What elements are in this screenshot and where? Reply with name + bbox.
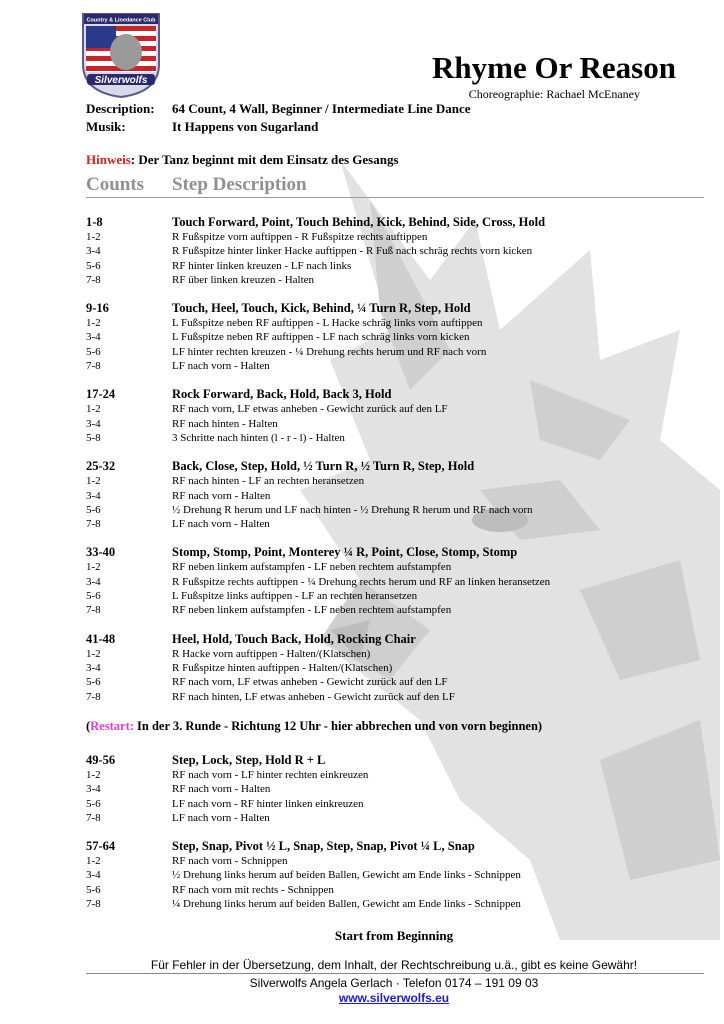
step-count: 3-4 (86, 417, 101, 430)
section-counts: 9-16 (86, 301, 109, 316)
step-count: 3-4 (86, 489, 101, 502)
step-text: RF neben linkem aufstampfen - LF neben rechtem aufstampfen (172, 561, 452, 574)
step-text: RF nach vorn, LF etwas anheben - Gewicht zurück auf den LF (172, 676, 448, 689)
header-divider (86, 197, 704, 198)
section-title (86, 839, 706, 854)
step-count: 3-4 (86, 331, 101, 344)
header-steps: Step Description (172, 174, 307, 195)
music-label: Musik: (86, 119, 126, 134)
step-row (86, 811, 706, 825)
step-count: 1-2 (86, 647, 101, 660)
section-title-text: Heel, Hold, Touch Back, Hold, Rocking Chair (172, 631, 416, 646)
step-count: 1-2 (86, 231, 101, 243)
step-text: 3 Schritte nach hinten (l - r - l) - Halten (172, 431, 345, 444)
step-count: 5-6 (86, 503, 101, 516)
step-text: L Fußspitze links auftippen - LF an rechten heransetzen (172, 590, 418, 603)
section-title-text: Step, Snap, Pivot ½ L, Snap, Step, Snap, Pivot ¼ L, Snap (172, 839, 475, 854)
section-title (86, 301, 706, 316)
step-count: 1-2 (86, 561, 101, 574)
section (86, 387, 706, 445)
step-row (86, 560, 706, 574)
restart-note (86, 719, 542, 734)
footer-contact: Silverwolfs Angela Gerlach · Telefon 0174 – 191 09 03 (249, 976, 539, 990)
step-row (86, 897, 706, 911)
restart-label: Restart: (90, 719, 134, 733)
step-count: 7-8 (86, 811, 101, 824)
step-text: L Fußspitze neben RF auftippen - L Hacke schräg links vorn auftippen (172, 317, 483, 330)
step-row (86, 883, 706, 897)
footer-divider (86, 973, 704, 974)
step-text: RF neben linkem aufstampfen - LF neben rechtem aufstampfen (172, 604, 452, 617)
step-text: RF nach hinten, LF etwas anheben - Gewicht zurück auf den LF (172, 690, 455, 703)
section-title (86, 632, 706, 647)
step-count: 1-2 (86, 403, 101, 416)
step-text: RF nach vorn - LF hinter rechten einkreuzen (172, 769, 369, 781)
description-value: 64 Count, 4 Wall, Beginner / Intermediate Line Dance (172, 101, 471, 116)
restart-text: In der 3. Runde - Richtung 12 Uhr - hier abbrechen und von vorn beginnen) (133, 719, 543, 733)
step-row (86, 417, 706, 431)
step-row (86, 345, 706, 359)
step-text: ½ Drehung R herum und LF nach hinten - ½ Drehung R herum und RF nach vorn (172, 503, 533, 516)
step-row (86, 359, 706, 373)
step-text: RF über linken kreuzen - Halten (172, 273, 315, 286)
step-count: 5-6 (86, 345, 101, 358)
step-row (86, 603, 706, 617)
section (86, 753, 706, 825)
section-title-text: Rock Forward, Back, Hold, Back 3, Hold (172, 387, 392, 402)
step-row (86, 402, 706, 416)
section (86, 839, 706, 911)
step-count: 3-4 (86, 783, 101, 796)
section (86, 215, 706, 287)
step-count: 5-6 (86, 797, 101, 810)
section (86, 301, 706, 373)
step-sections-2 (86, 753, 706, 925)
step-row (86, 868, 706, 882)
step-count: 1-2 (86, 769, 101, 781)
step-text: RF nach vorn, LF etwas anheben - Gewicht zurück auf den LF (172, 403, 448, 416)
step-text: R Fußspitze vorn auftippen - R Fußspitze rechts auftippen (172, 231, 428, 243)
section-counts: 41-48 (86, 631, 116, 646)
step-count: 5-6 (86, 259, 101, 272)
section-title-text: Stomp, Stomp, Point, Monterey ¼ R, Point, Close, Stomp, Stomp (172, 545, 518, 560)
restart-open: ( (86, 719, 91, 733)
section-title (86, 215, 706, 230)
step-row (86, 782, 706, 796)
step-row (86, 517, 706, 531)
step-row (86, 330, 706, 344)
step-row (86, 244, 706, 258)
step-text: ¼ Drehung links herum auf beiden Ballen, Gewicht am Ende links - Schnippen (172, 898, 521, 911)
step-text: R Fußspitze rechts auftippen - ¼ Drehung rechts herum und RF an linken heransetzen (172, 575, 551, 588)
section (86, 632, 706, 704)
section-counts: 1-8 (86, 215, 103, 229)
step-text: LF nach vorn - Halten (172, 811, 270, 824)
step-count: 7-8 (86, 273, 101, 286)
step-row (86, 675, 706, 689)
hint-label: Hinweis (86, 152, 131, 167)
step-row (86, 690, 706, 704)
website-link[interactable]: www.silverwolfs.eu (338, 991, 450, 1005)
step-row (86, 854, 706, 868)
step-row (86, 768, 706, 782)
section-title (86, 545, 706, 560)
step-text: R Hacke vorn auftippen - Halten/(Klatschen) (172, 647, 371, 660)
section-counts: 49-56 (86, 753, 116, 767)
step-row (86, 431, 706, 445)
step-count: 7-8 (86, 898, 101, 911)
section (86, 459, 706, 531)
step-count: 5-8 (86, 431, 101, 444)
step-row (86, 316, 706, 330)
dance-title: Rhyme Or Reason (432, 50, 676, 85)
step-count: 3-4 (86, 245, 101, 258)
description-label: Description: (86, 101, 155, 116)
step-text: RF nach vorn mit rechts - Schnippen (172, 883, 334, 896)
step-text: RF nach hinten - Halten (172, 417, 278, 430)
section-counts: 33-40 (86, 545, 116, 560)
step-text: LF nach vorn - Halten (172, 518, 270, 531)
section-counts: 25-32 (86, 459, 116, 474)
step-count: 3-4 (86, 869, 101, 882)
step-text: RF nach hinten - LF an rechten heransetzen (172, 475, 365, 488)
step-count: 7-8 (86, 690, 101, 703)
section-title (86, 387, 706, 402)
step-count: 5-6 (86, 676, 101, 689)
step-row (86, 503, 706, 517)
step-row (86, 575, 706, 589)
table-header (86, 174, 307, 196)
section-counts: 57-64 (86, 839, 116, 854)
step-count: 1-2 (86, 855, 101, 868)
step-text: RF hinter linken kreuzen - LF nach links (172, 259, 352, 272)
music-line (86, 119, 318, 135)
music-value: It Happens von Sugarland (172, 119, 319, 134)
logo-name: Silverwolfs (94, 75, 148, 86)
header-counts: Counts (86, 174, 145, 195)
description-line (86, 101, 471, 117)
step-row (86, 661, 706, 675)
step-text: LF nach vorn - Halten (172, 360, 270, 373)
hint-text: : Der Tanz beginnt mit dem Einsatz des Gesangs (130, 152, 399, 167)
disclaimer: Für Fehler in der Übersetzung, dem Inhalt, der Rechtschreibung u.ä., gibt es keine Gewähr! (150, 958, 638, 972)
step-row (86, 797, 706, 811)
step-row (86, 273, 706, 287)
step-row (86, 230, 706, 244)
choreographer: Choreographie: Rachael McEnaney (468, 87, 640, 101)
step-count: 7-8 (86, 604, 101, 617)
step-sections (86, 215, 706, 718)
hint-line (86, 152, 399, 168)
section-title (86, 459, 706, 474)
step-text: RF nach vorn - Halten (172, 783, 271, 796)
section-title-text: Step, Lock, Step, Hold R + L (172, 753, 326, 767)
step-count: 5-6 (86, 883, 101, 896)
logo-top-text: Country & Linedance Club (86, 17, 156, 24)
step-count: 1-2 (86, 317, 101, 330)
step-count: 7-8 (86, 360, 101, 373)
start-from-beginning: Start from Beginning (334, 928, 454, 943)
section-counts: 17-24 (86, 387, 116, 402)
section-title-text: Touch, Heel, Touch, Kick, Behind, ¼ Turn R, Step, Hold (172, 301, 471, 316)
step-row (86, 489, 706, 503)
section-title-text: Touch Forward, Point, Touch Behind, Kick, Behind, Side, Cross, Hold (172, 215, 546, 229)
step-text: RF nach vorn - Schnippen (172, 855, 288, 868)
step-row (86, 259, 706, 273)
section (86, 545, 706, 617)
step-text: ½ Drehung links herum auf beiden Ballen, Gewicht am Ende links - Schnippen (172, 869, 521, 882)
step-text: RF nach vorn - Halten (172, 489, 271, 502)
section-title (86, 753, 706, 768)
section-title-text: Back, Close, Step, Hold, ½ Turn R, ½ Turn R, Step, Hold (172, 459, 475, 474)
step-row (86, 647, 706, 661)
step-text: L Fußspitze neben RF auftippen - LF nach schräg links vorn kicken (172, 331, 470, 344)
step-row (86, 474, 706, 488)
step-text: R Fußspitze hinten auftippen - Halten/(Klatschen) (172, 661, 393, 674)
step-count: 5-6 (86, 590, 101, 603)
step-text: LF nach vorn - RF hinter linken einkreuzen (172, 797, 364, 810)
step-count: 1-2 (86, 475, 101, 488)
step-count: 3-4 (86, 575, 101, 588)
step-text: LF hinter rechten kreuzen - ¼ Drehung rechts herum und RF nach vorn (172, 345, 487, 358)
step-text: R Fußspitze hinter linker Hacke auftippen - R Fuß nach schräg rechts vorn kicken (172, 245, 533, 258)
step-count: 7-8 (86, 518, 101, 531)
step-row (86, 589, 706, 603)
step-count: 3-4 (86, 661, 101, 674)
